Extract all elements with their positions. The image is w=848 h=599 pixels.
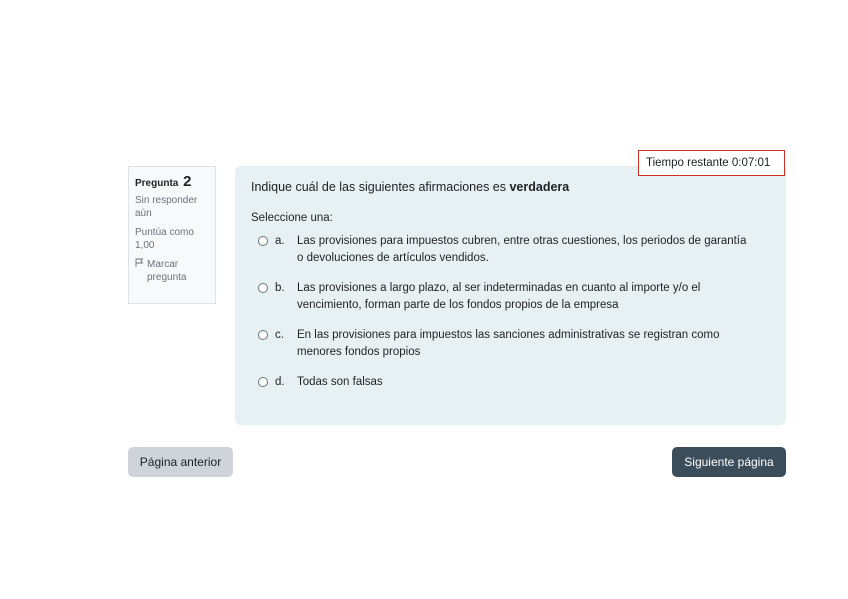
radio-button-a[interactable] [258, 236, 268, 246]
radio-button-b[interactable] [258, 283, 268, 293]
next-page-button[interactable]: Siguiente página [672, 447, 786, 477]
flag-question-label[interactable]: Marcar pregunta [147, 259, 187, 283]
question-label: Pregunta [135, 178, 179, 189]
answer-letter: d. [275, 376, 285, 388]
answer-option-b[interactable] [251, 280, 770, 314]
time-remaining: Tiempo restante 0:07:01 [638, 150, 785, 176]
answer-list [251, 233, 770, 391]
answer-prompt: Seleccione una: [251, 212, 333, 224]
question-info-box [128, 166, 216, 304]
answer-text[interactable]: Las provisiones a largo plazo, al ser indeterminadas en cuanto al importe y/o el vencimiento, forman parte de los fondos propios de la empresa [297, 282, 701, 311]
radio-button-c[interactable] [258, 330, 268, 340]
question-number [135, 175, 209, 190]
answer-option-c[interactable] [251, 327, 770, 361]
question-state: Sin responder aún [135, 195, 198, 219]
question-text [251, 179, 770, 196]
answer-letter: b. [275, 282, 285, 294]
question-text-emphasis: verdadera [509, 180, 570, 194]
radio-button-d[interactable] [258, 377, 268, 387]
previous-page-button[interactable]: Página anterior [128, 447, 233, 477]
question-number-value: 2 [183, 173, 192, 190]
answer-option-a[interactable] [251, 233, 770, 267]
question-content [235, 166, 786, 425]
answer-text[interactable]: En las provisiones para impuestos las sanciones administrativas se registran como menores fondos propios [297, 329, 720, 358]
answer-letter: c. [275, 329, 284, 341]
question-grade: Puntúa como 1,00 [135, 227, 194, 251]
answer-text[interactable]: Todas son falsas [297, 376, 383, 388]
flag-question-link[interactable] [135, 258, 209, 284]
answer-letter: a. [275, 235, 285, 247]
answer-option-d[interactable] [251, 374, 770, 391]
answer-text[interactable]: Las provisiones para impuestos cubren, entre otras cuestiones, los periodos de garantía o devoluciones de artículos vendidos. [297, 235, 747, 264]
flag-icon [135, 258, 144, 271]
question-text-main: Indique cuál de las siguientes afirmaciones es [251, 180, 510, 194]
